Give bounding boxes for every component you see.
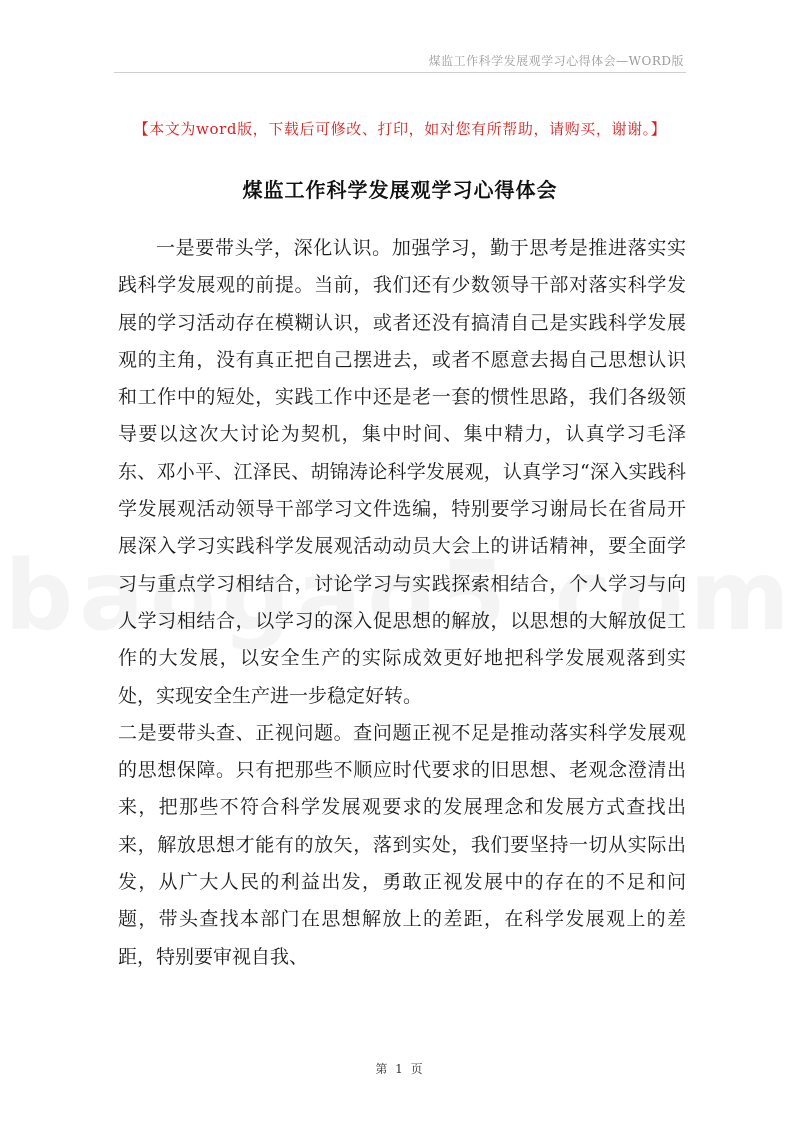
download-notice: 【本文为word版，下载后可修改、打印，如对您有所帮助，请购买，谢谢。】	[133, 120, 667, 138]
document-title: 煤监工作科学发展观学习心得体会	[242, 178, 558, 202]
running-header: 煤监工作科学发展观学习心得体会—WORD版	[428, 54, 684, 68]
document-body	[118, 230, 686, 976]
paragraph-1: 一是要带头学，深化认识。加强学习，勤于思考是推进落实实践科学发展观的前提。当前，我们还有少数领导干部对落实科学发展的学习活动存在模糊认识，或者还没有搞清自己是实践科学发展观的主角，没有真正把自己摆进去，或者不愿意去揭自己思想认识和工作中的短处，实践工作中还是老一套的惯性思路，我们各级领导要以这次大讨论为契机，集中时间、集中精力，认真学习毛泽东、邓小平、江泽民、胡锦涛论科学发展观，认真学习“深入实践科学发展观活动领导干部学习文件选编，特别要学习谢局长在省局开展深入学习实践科学发展观活动动员大会上的讲话精神，要全面学习与重点学习相结合，讨论学习与实践探索相结合，个人学习与向人学习相结合，以学习的深入促思想的解放，以思想的大解放促工作的大发展，以安全生产的实际成效更好地把科学发展观落到实处，实现安全生产进一步稳定好转。	[118, 237, 686, 707]
page-number: 第 1 页	[375, 1062, 425, 1076]
paragraph-2: 二是要带头查、正视问题。查问题正视不足是推动落实科学发展观的思想保障。只有把那些不顺应时代要求的旧思想、老观念澄清出来，把那些不符合科学发展观要求的发展理念和发展方式查找出来，解放思想才能有的放矢，落到实处，我们要坚持一切从实际出发，从广大人民的利益出发，勇敢正视发展中的存在的不足和问题，带头查找本部门在思想解放上的差距，在科学发展观上的差距，特别要审视自我、	[118, 721, 686, 968]
header-divider	[114, 72, 686, 73]
